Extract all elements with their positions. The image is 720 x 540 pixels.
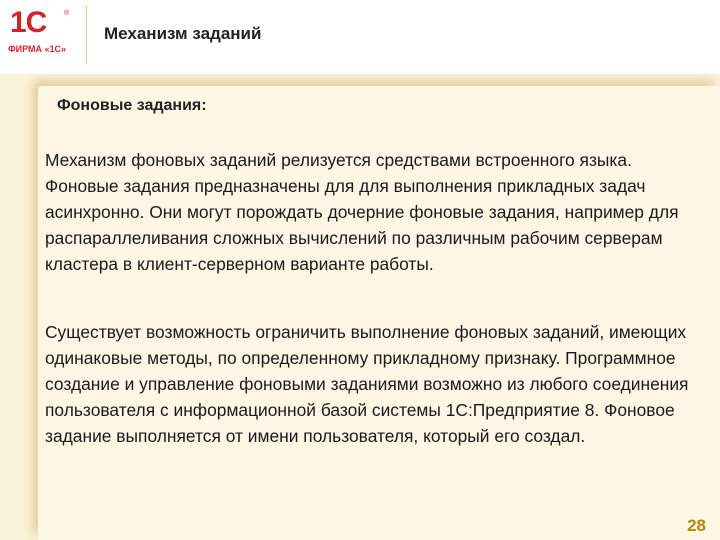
- registered-icon: ®: [64, 10, 70, 17]
- section-heading: Фоновые задания:: [57, 97, 207, 114]
- paragraph-background-jobs: Механизм фоновых заданий релизуется средствами встроенного языка. Фоновые задания предназначены для для выполнения прикладных задач асинхронно. Они могут порождать дочерние фоновые задания, например для распараллеливания сложных вычислений по различным рабочим серверам кластера в клиент-серверном варианте работы.: [45, 150, 679, 274]
- page-number: 28: [687, 516, 706, 535]
- logo-mark: 1С: [10, 6, 47, 39]
- slide-title: Механизм заданий: [104, 24, 262, 43]
- paragraph-job-restrictions: Существует возможность ограничить выполнение фоновых заданий, имеющих одинаковые методы, по определенному прикладному признаку. Программное создание и управление фоновыми заданиями возможно из любого соединения пользователя с информационной базой системы 1С:Предприятие 8. Фоновое задание выполняется от имени пользователя, который его создал.: [45, 322, 689, 446]
- company-logo: [8, 8, 76, 60]
- header-divider: [86, 6, 87, 64]
- logo-subtitle: ФИРМА «1С»: [8, 44, 67, 54]
- slide-header: [0, 0, 720, 74]
